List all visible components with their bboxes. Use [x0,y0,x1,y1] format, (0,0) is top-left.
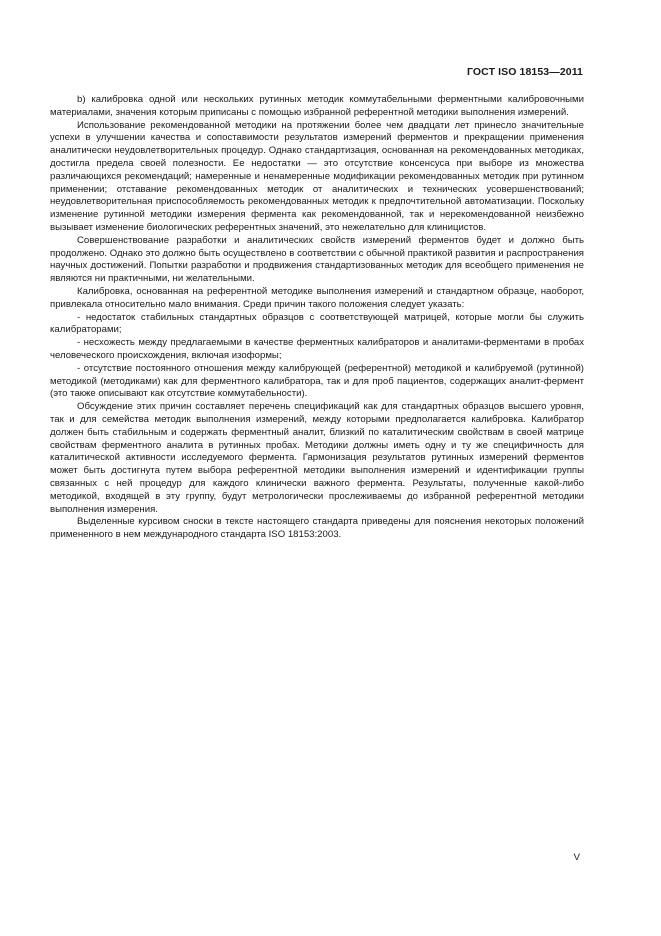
paragraph-reason-2: - несхожесть между предлагаемыми в качестве ферментных калибраторов и аналитами-ферментами в пробах человеческого происхождения, включая изоформы; [50,337,584,361]
paragraph-recommended-method: Использование рекомендованной методики на протяжении более чем двадцати лет принесло значительные успехи в улучшении качества и сопоставимости результатов измерений ферментов и прекращении применения аналитически неудовлетворительных процедур. Однако стандартизация, основанная на рекомендованных методиках, достигла предела своей полезности. Ее недостатки — это отсутствие консенсуса при выборе из множества различающихся рекомендаций; намеренные и ненамеренные модификации рекомендованных методик при рутинном применении; отставание рекомендованных методик от аналитических и технических усовершенствований; неудовлетворительная приспособляемость рекомендованных методик к предпочтительной автоматизации. Поскольку изменение рутинной методики измерения фермента как рекомендованной, так и нерекомендованной неизбежно вызывает изменение биологических референтных значений, это нежелательно для клиницистов. [50,119,584,233]
paragraph-calibration: Калибровка, основанная на референтной методике выполнения измерений и стандартном образце, наоборот, привлекала относительно мало внимания. Среди причин такого положения следует указать: [50,285,584,310]
document-header: ГОСТ ISO 18153—2011 [466,66,583,78]
paragraph-discussion: Обсуждение этих причин составляет перечень спецификаций как для стандартных образцов высшего уровня, так и для семейства методик выполнения измерений, между которыми предполагается калибровка. Калибратор должен быть стабильным и содержать ферментный аналит, близкий по каталитическим свойствам в своей матрице свойствам ферментного аналита в рутинных пробах. Методики должны иметь одну и ту же специфичность для каталитической активности исследуемого фермента. Гармонизация результатов рутинных измерений ферментов может быть достигнута путем выбора референтной методики выполнения измерений и идентификации группы связанных с ней процедур для каждого клинически важного фермента. Результаты, полученные какой-либо методикой, входящей в эту группу, будут метрологически прослеживаемы до избранной референтной методики выполнения измерения. [50,401,584,515]
page-number: V [573,852,580,863]
paragraph-reason-3: - отсутствие постоянного отношения между калибрующей (референтной) методикой и калибруемой (рутинной) методикой (методиками) как для ферментного калибратора, так и для проб пациентов, содержащих аналит-фермент (это также описывают как отсутствие коммутабельности). [50,362,584,400]
paragraph-improvement: Совершенствование разработки и аналитических свойств измерений ферментов будет и должно быть продолжено. Однако это должно быть осуществлено в соответствии с обычной практикой развития и распространения научных достижений. Попытки разработки и продвижения стандартизованных методик для всеобщего применения не являются ни практичными, ни желательными. [50,234,584,285]
paragraph-reason-1: - недостаток стабильных стандартных образцов с соответствующей матрицей, которые могли бы служить калибраторами; [50,311,584,336]
document-body [50,94,584,542]
paragraph-list-item-b: b) калибровка одной или нескольких рутинных методик коммутабельными ферментными калибровочными материалами, значения которым приписаны с помощью избранной референтной методики выполнения измерений. [50,94,584,118]
paragraph-footnotes: Выделенные курсивом сноски в тексте настоящего стандарта приведены для пояснения некоторых положений примененного в нем международного стандарта ISO 18153:2003. [50,516,584,541]
